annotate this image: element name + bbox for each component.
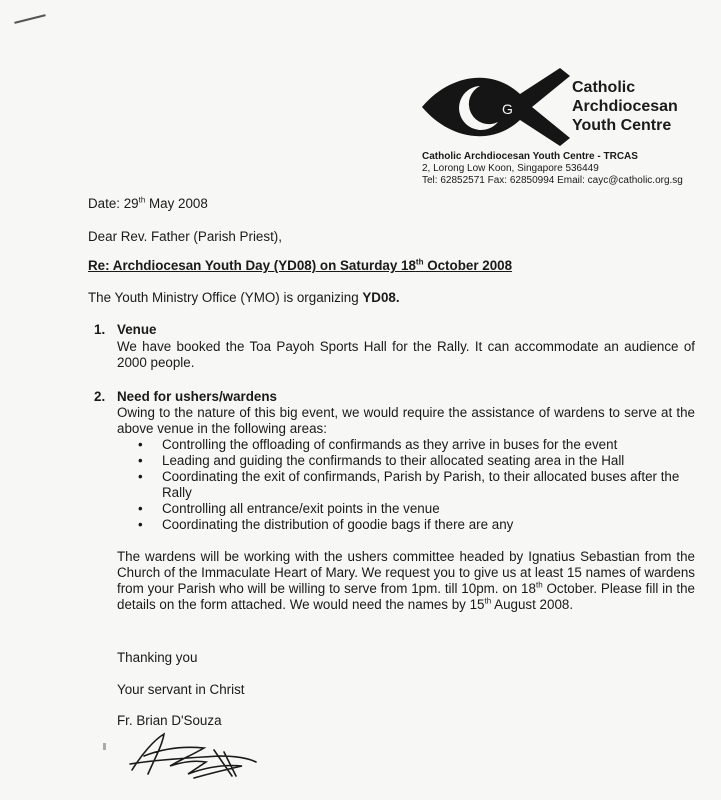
date-text: Date: 29 <box>88 196 139 211</box>
stray-pen-mark <box>14 14 46 24</box>
list-item <box>138 501 683 517</box>
subject-line <box>88 258 512 273</box>
bullet-icon: • <box>138 517 143 532</box>
org-name-line: Catholic <box>572 79 636 96</box>
subject-text: Re: Archdiocesan Youth Day (YD08) on Saturday 18 <box>88 258 416 273</box>
handwritten-signature <box>124 726 264 782</box>
section-heading-venue: Venue <box>117 322 157 337</box>
contact-block <box>422 151 683 187</box>
fish-logo-icon <box>420 66 570 148</box>
list-item-text: Controlling the offloading of confirmands as they arrive in buses for the event <box>162 437 618 452</box>
thanks-line: Thanking you <box>117 650 198 665</box>
list-item <box>138 453 683 469</box>
list-item-text: Leading and guiding the confirmands to their allocated seating area in the Hall <box>162 453 625 468</box>
org-name-line: Archdiocesan <box>572 98 678 115</box>
list-item <box>138 517 683 533</box>
contact-org-line: Catholic Archdiocesan Youth Centre - TRCAS <box>422 151 638 162</box>
subject-text-suffix: October 2008 <box>423 258 513 273</box>
letter-date <box>88 196 208 212</box>
list-item-text: Controlling all entrance/exit points in the venue <box>162 501 440 516</box>
intro-line <box>88 290 400 306</box>
list-item <box>138 469 683 501</box>
bullet-icon: • <box>138 453 143 468</box>
intro-text: The Youth Ministry Office (YMO) is organizing <box>88 290 363 305</box>
list-item-text: Coordinating the distribution of goodie bags if there are any <box>162 517 514 532</box>
list-item-text: Coordinating the exit of confirmands, Parish by Parish, to their allocated buses after the Rally <box>162 469 680 500</box>
list-item <box>138 437 683 453</box>
contact-address-line: 2, Lorong Low Koon, Singapore 536449 <box>422 163 599 174</box>
date-superscript: th <box>138 195 146 205</box>
subject-superscript: th <box>415 257 424 267</box>
org-name-block <box>572 78 678 135</box>
bullet-icon: • <box>138 437 143 452</box>
closing-text: October. Please fill in the details on the form attached. We would need the names by 15 <box>117 581 695 612</box>
closing-text: The wardens will be working with the ushers committee headed by Ignatius Sebastian from the Church of the Immaculate Heart of Mary. We request you to give us at least 15 names of wardens from your Parish who will be willing to serve from 1pm. till 10pm. on 18 <box>117 549 695 596</box>
bullet-icon: • <box>138 469 143 484</box>
section-number: 2. <box>94 389 106 404</box>
salutation: Dear Rev. Father (Parish Priest), <box>88 229 282 244</box>
stray-dot-mark <box>103 743 106 750</box>
logo-monogram: G <box>502 101 513 117</box>
closing-text: August 2008. <box>491 597 574 612</box>
sign-off-line: Your servant in Christ <box>117 682 245 697</box>
closing-paragraph <box>117 549 695 613</box>
section-body-wardens: Owing to the nature of this big event, we would require the assistance of wardens to serve at the above venue in the following areas: <box>117 405 695 436</box>
date-text-suffix: May 2008 <box>145 196 208 211</box>
closing-superscript: th <box>535 580 543 590</box>
org-name-line: Youth Centre <box>572 117 672 134</box>
section-heading-wardens: Need for ushers/wardens <box>117 389 277 404</box>
bullet-icon: • <box>138 501 143 516</box>
signer-name: Fr. Brian D'Souza <box>117 713 222 728</box>
contact-phone-email-line: Tel: 62852571 Fax: 62850994 Email: cayc@catholic.org.sg <box>422 175 683 186</box>
section-number: 1. <box>94 322 106 337</box>
closing-superscript: th <box>484 596 492 606</box>
intro-bold-text: YD08. <box>362 290 400 305</box>
warden-duties-list <box>138 437 683 533</box>
section-body-venue: We have booked the Toa Payoh Sports Hall for the Rally. It can accommodate an audience of 2000 people. <box>117 339 695 370</box>
